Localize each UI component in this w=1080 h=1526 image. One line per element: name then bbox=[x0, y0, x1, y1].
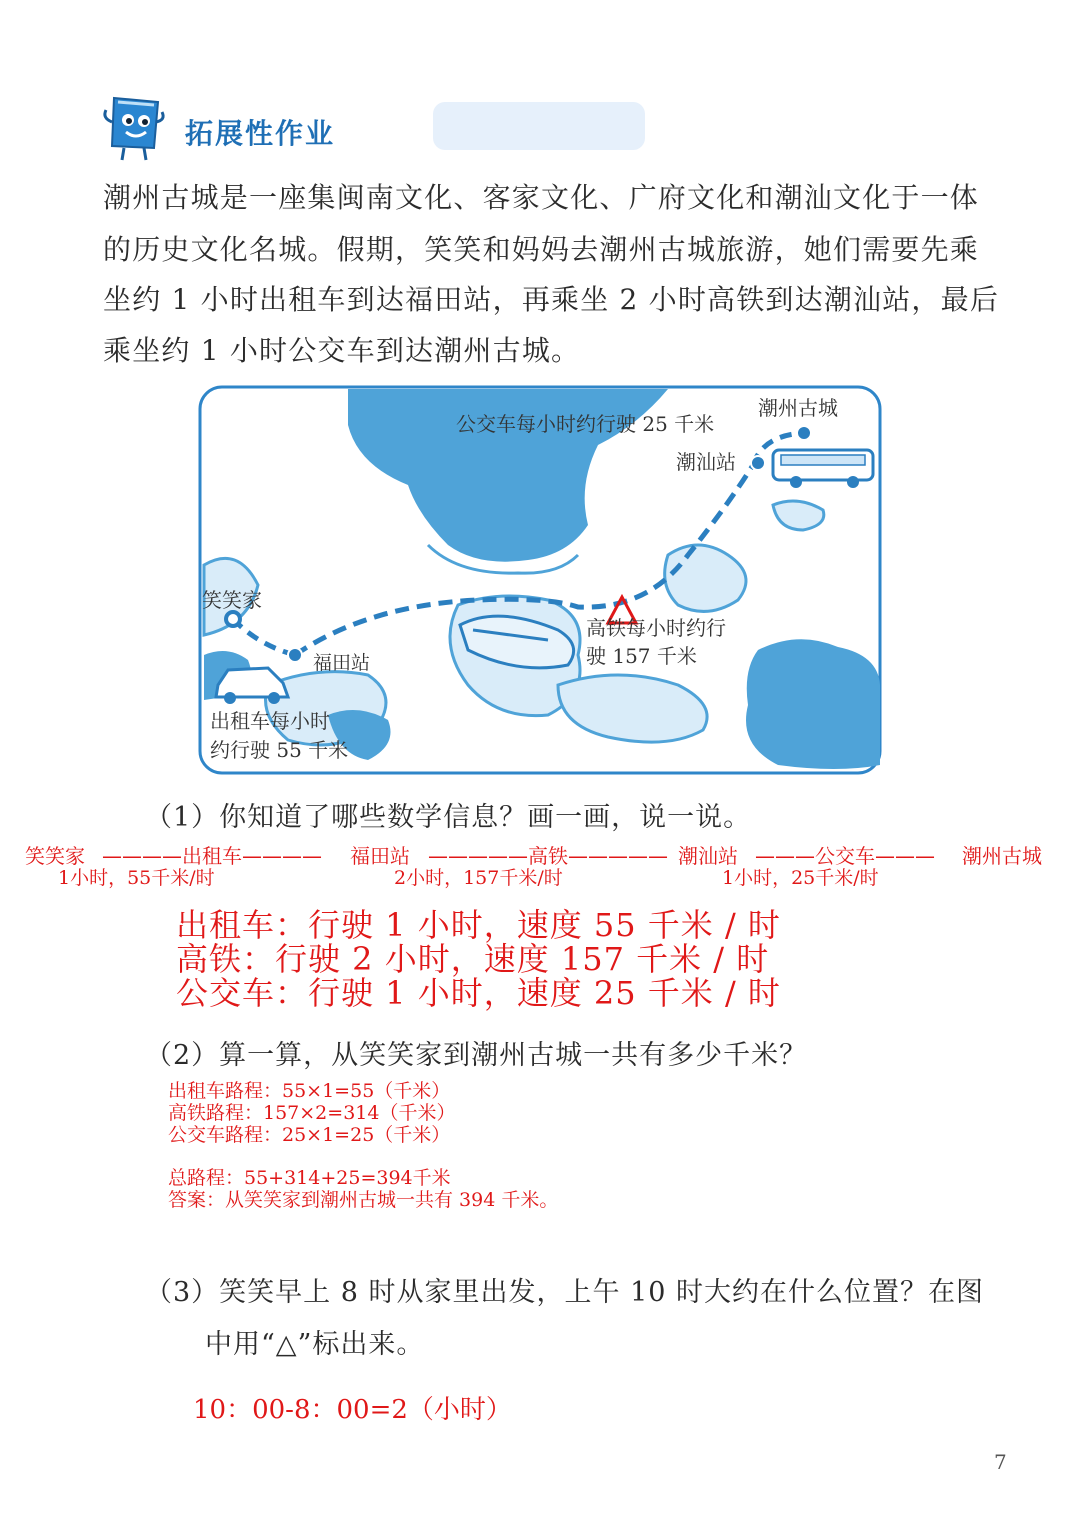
intro-line-2: 的历史文化名城。假期，笑笑和妈妈去潮州古城旅游，她们需要先乘 bbox=[103, 233, 980, 266]
futian-marker-icon bbox=[288, 648, 302, 662]
chaozhou-marker-icon bbox=[797, 426, 811, 440]
question-1: （1）你知道了哪些数学信息？画一画，说一说。 bbox=[145, 802, 752, 833]
work-answer: 答案：从笑笑家到潮州古城一共有 394 千米。 bbox=[168, 1189, 559, 1211]
route-rail-info: 2小时，157千米/时 bbox=[394, 867, 563, 889]
route-bus-info: 1小时，25千米/时 bbox=[722, 867, 879, 889]
route-rail: —————高铁————— bbox=[428, 844, 668, 868]
chaoshan-label: 潮汕站 bbox=[676, 450, 736, 474]
route-taxi-info: 1小时，55千米/时 bbox=[58, 867, 215, 889]
work-total: 总路程：55+314+25=394千米 bbox=[168, 1167, 451, 1189]
rail-info-label-1: 高铁每小时约行 bbox=[586, 616, 726, 640]
work-bus: 公交车路程：25×1=25（千米） bbox=[168, 1124, 451, 1146]
route-taxi: ————出租车———— bbox=[102, 844, 322, 868]
home-marker-icon bbox=[226, 612, 240, 626]
route-map bbox=[198, 385, 882, 775]
rail-info-label-2: 驶 157 千米 bbox=[586, 644, 697, 668]
bus-info-label: 公交车每小时约行驶 25 千米 bbox=[456, 412, 715, 436]
section-title: 拓展性作业 bbox=[185, 117, 336, 150]
work-rail: 高铁路程：157×2=314（千米） bbox=[168, 1102, 456, 1124]
futian-label: 福田站 bbox=[313, 652, 371, 674]
intro-line-1: 潮州古城是一座集闽南文化、客家文化、广府文化和潮汕文化于一体 bbox=[103, 181, 980, 214]
book-mascot-icon bbox=[100, 92, 170, 164]
intro-line-4: 乘坐约 1 小时公交车到达潮州古城。 bbox=[103, 334, 581, 367]
chaozhou-label: 潮州古城 bbox=[758, 396, 838, 420]
lake-southeast bbox=[746, 639, 880, 769]
route-chaoshan: 潮汕站 bbox=[678, 844, 738, 868]
intro-line-3: 坐约 1 小时出租车到达福田站，再乘坐 2 小时高铁到达潮汕站，最后 bbox=[103, 283, 1000, 316]
chaoshan-marker-icon bbox=[751, 456, 765, 470]
taxi-info-label-2: 约行驶 55 千米 bbox=[210, 738, 349, 762]
route-chaozhou: 潮州古城 bbox=[962, 844, 1042, 868]
work-taxi: 出租车路程：55×1=55（千米） bbox=[168, 1080, 451, 1102]
page-number: 7 bbox=[994, 1450, 1007, 1474]
route-home: 笑笑家 bbox=[25, 844, 85, 868]
answer-rail: 高铁：行驶 2 小时，速度 157 千米 / 时 bbox=[176, 940, 770, 978]
route-futian: 福田站 bbox=[350, 844, 410, 868]
question-2: （2）算一算，从笑笑家到潮州古城一共有多少千米？ bbox=[145, 1040, 808, 1071]
work-time: 10：00-8：00=2（小时） bbox=[193, 1395, 512, 1425]
redacted-box bbox=[433, 102, 645, 150]
home-label: 笑笑家 bbox=[202, 588, 262, 612]
answer-taxi: 出租车：行驶 1 小时，速度 55 千米 / 时 bbox=[176, 906, 781, 944]
route-bus: ———公交车——— bbox=[755, 844, 935, 868]
taxi-info-label-1: 出租车每小时 bbox=[210, 709, 330, 733]
question-3-line-2: 中用“△”标出来。 bbox=[205, 1329, 425, 1360]
answer-bus: 公交车：行驶 1 小时，速度 25 千米 / 时 bbox=[176, 974, 781, 1012]
question-3-line-1: （3）笑笑早上 8 时从家里出发，上午 10 时大约在什么位置？在图 bbox=[145, 1277, 985, 1308]
